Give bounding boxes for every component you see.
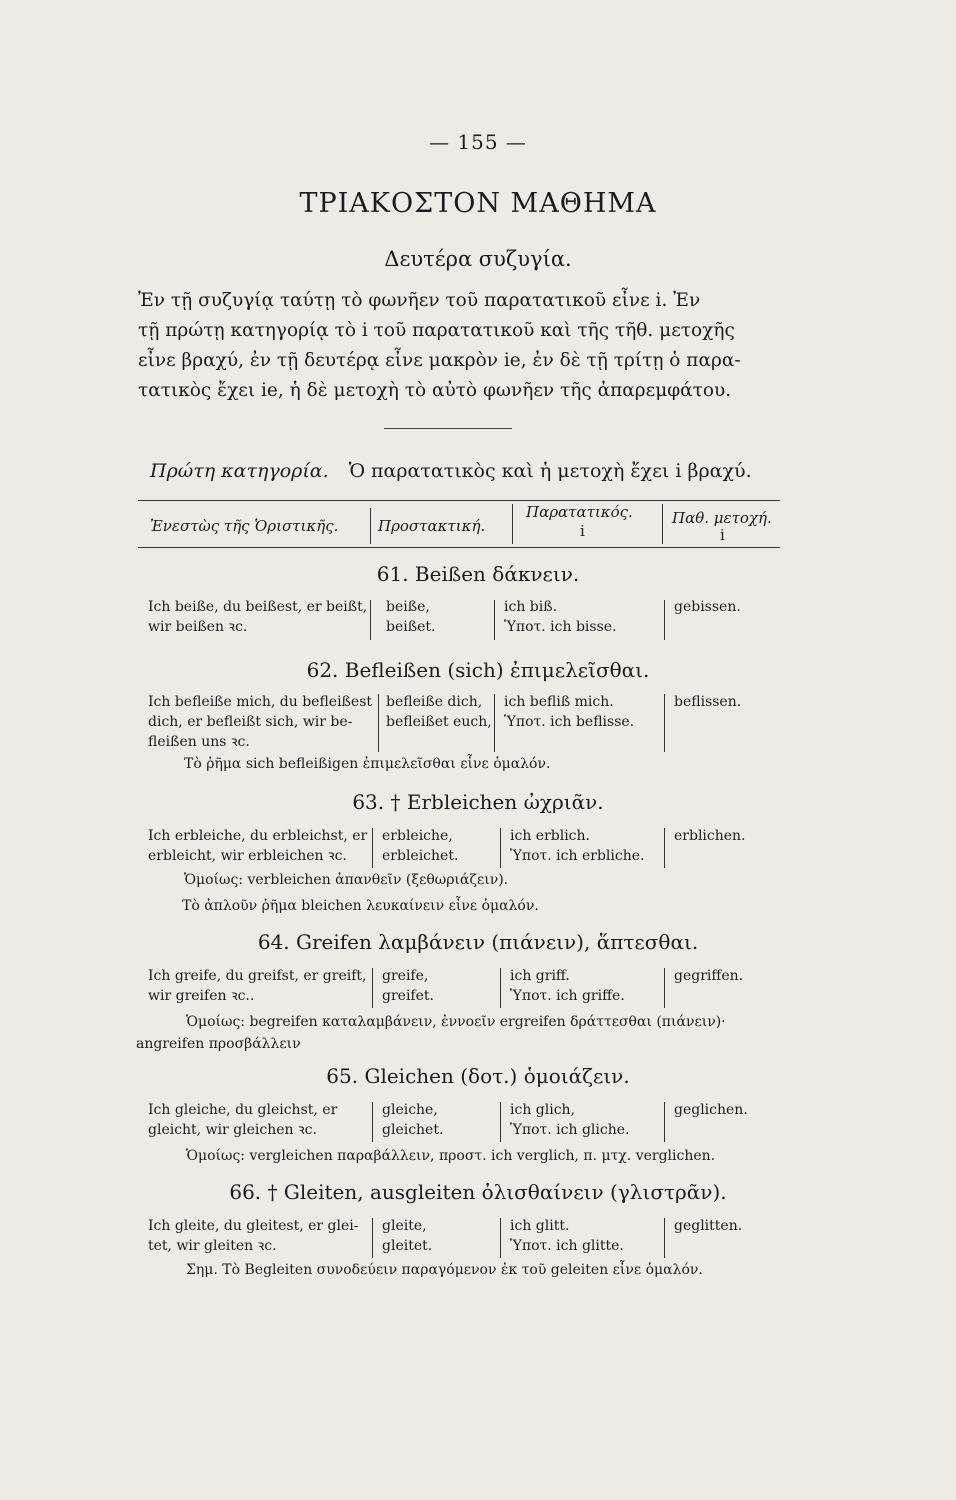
imperfect-forms — [510, 966, 625, 1006]
column-divider — [378, 694, 379, 752]
present-line: Ich greife, du greifst, er greift, — [148, 968, 367, 984]
category-text: Ὁ παρατατικὸς καὶ ἡ μετοχὴ ἔχει i βραχύ. — [348, 460, 752, 482]
participle-forms — [674, 1100, 748, 1120]
imperative-line: gleite, — [382, 1218, 427, 1234]
imperative-line: befleiße dich, — [386, 694, 483, 710]
table-header-top-rule — [138, 500, 780, 501]
imperfect-line: Ὑποτ. ich beflisse. — [504, 714, 635, 730]
verb-note: Ὁμοίως: begreifen καταλαμβάνειν, ἐννοεῖν ergreifen δράττεσθαι (πιάνειν)· — [186, 1014, 726, 1030]
participle-line: geglichen. — [674, 1102, 748, 1118]
present-forms — [148, 597, 367, 637]
present-forms — [148, 692, 372, 752]
present-line: dich, er befleißt sich, wir be- — [148, 714, 353, 730]
present-line: Ich beiße, du beißest, er beißt, — [148, 599, 368, 615]
present-forms — [148, 1100, 337, 1140]
imperfect-line: Ὑποτ. ich griffe. — [510, 988, 625, 1004]
present-line: gleicht, wir gleichen ꝛc. — [148, 1122, 317, 1138]
imperfect-line: ich biß. — [504, 599, 558, 615]
imperfect-line: ich glich, — [510, 1102, 576, 1118]
imperative-line: greifet. — [382, 988, 434, 1004]
participle-line: erblichen. — [674, 828, 746, 844]
participle-forms — [674, 692, 741, 712]
verb-heading: 63. † Erbleichen ὠχριᾶν. — [352, 790, 604, 814]
verb-note: Σημ. Τὸ Begleiten συνοδεύειν παραγόμενον ἐκ τοῦ geleiten εἶνε ὁμαλόν. — [186, 1262, 703, 1278]
header-participle: Παθ. μετοχή. — [672, 509, 772, 527]
present-line: wir greifen ꝛc.. — [148, 988, 255, 1004]
participle-forms — [674, 597, 741, 617]
imperfect-forms — [510, 826, 644, 866]
column-divider — [664, 968, 665, 1008]
verb-heading: 65. Gleichen (δοτ.) ὁμοιάζειν. — [326, 1064, 630, 1088]
verb-note: Ὁμοίως: vergleichen παραβάλλειν, προστ. ich verglich, π. μτχ. verglichen. — [186, 1148, 716, 1164]
imperfect-line: ich griff. — [510, 968, 570, 984]
column-divider — [372, 828, 373, 868]
column-divider — [500, 968, 501, 1008]
header-participle-vowel: i — [720, 526, 725, 544]
imperative-forms — [382, 1100, 443, 1140]
imperative-line: gleiche, — [382, 1102, 438, 1118]
imperative-line: gleichet. — [382, 1122, 444, 1138]
column-divider — [664, 1102, 665, 1142]
header-imperative: Προστακτική. — [378, 517, 486, 535]
present-line: wir beißen ꝛc. — [148, 619, 248, 635]
imperative-line: beiße, — [386, 599, 430, 615]
category-line — [150, 460, 752, 482]
imperfect-forms — [504, 597, 617, 637]
imperfect-line: Ὑποτ. ich glitte. — [510, 1238, 624, 1254]
imperfect-line: Ὑποτ. ich bisse. — [504, 619, 617, 635]
imperative-line: greife, — [382, 968, 429, 984]
present-line: Ich gleiche, du gleichst, er — [148, 1102, 338, 1118]
imperative-line: beißet. — [386, 619, 436, 635]
column-divider — [500, 828, 501, 868]
column-divider — [370, 600, 371, 640]
table-header-bottom-rule — [138, 547, 780, 548]
verb-note: angreifen προσβάλλειν — [136, 1036, 301, 1052]
verb-heading: 61. Beißen δάκνειν. — [376, 562, 580, 586]
intro-line: Ἐν τῇ συζυγίᾳ ταύτῃ τὸ φωνῆεν τοῦ παρατατικοῦ εἶνε i. Ἐν — [138, 290, 701, 311]
column-divider — [662, 504, 663, 544]
verb-heading: 62. Befleißen (sich) ἐπιμελεῖσθαι. — [306, 658, 650, 682]
present-forms — [148, 1216, 358, 1256]
column-divider — [664, 828, 665, 868]
participle-forms — [674, 826, 746, 846]
imperative-line: erbleichet. — [382, 848, 459, 864]
present-line: Ich befleiße mich, du befleißest — [148, 694, 373, 710]
present-line: Ich gleite, du gleitest, er glei- — [148, 1218, 359, 1234]
column-divider — [494, 600, 495, 640]
verb-note: Τὸ ἁπλοῦν ῥῆμα bleichen λευκαίνειν εἶνε ὁμαλόν. — [182, 898, 539, 914]
verb-heading: 64. Greifen λαμβάνειν (πιάνειν), ἅπτεσθαι. — [257, 930, 699, 954]
imperative-forms — [386, 597, 435, 637]
lesson-subtitle: Δευτέρα συζυγία. — [384, 247, 572, 271]
column-divider — [664, 600, 665, 640]
column-divider — [664, 694, 665, 752]
intro-line: τῇ πρώτῃ κατηγορίᾳ τὸ i τοῦ παρατατικοῦ καὶ τῆς τῆθ. μετοχῆς — [138, 320, 735, 341]
header-present: Ἐνεστὼς τῆς Ὁριστικῆς. — [150, 517, 339, 535]
present-forms — [148, 966, 366, 1006]
column-divider — [500, 1102, 501, 1142]
present-line: Ich erbleiche, du erbleichst, er — [148, 828, 368, 844]
verb-note: Τὸ ῥῆμα sich befleißigen ἐπιμελεῖσθαι εἶνε ὁμαλόν. — [184, 756, 551, 772]
section-divider — [384, 428, 512, 429]
participle-line: geglitten. — [674, 1218, 743, 1234]
imperfect-forms — [510, 1100, 629, 1140]
header-imperfect-vowel: i — [580, 522, 585, 540]
intro-line: τατικὸς ἔχει ie, ἡ δὲ μετοχὴ τὸ αὐτὸ φωνῆεν τῆς ἀπαρεμφάτου. — [138, 380, 732, 401]
participle-line: gebissen. — [674, 599, 741, 615]
participle-forms — [674, 966, 743, 986]
category-label: Πρώτη κατηγορία. — [150, 460, 329, 482]
imperative-line: erbleiche, — [382, 828, 453, 844]
present-line: erbleicht, wir erbleichen ꝛc. — [148, 848, 347, 864]
column-divider — [372, 968, 373, 1008]
column-divider — [372, 1102, 373, 1142]
header-imperfect: Παρατατικός. — [526, 503, 633, 521]
present-line: fleißen uns ꝛc. — [148, 734, 250, 750]
imperative-forms — [382, 826, 458, 866]
participle-line: gegriffen. — [674, 968, 744, 984]
imperative-forms — [386, 692, 492, 732]
participle-forms — [674, 1216, 742, 1236]
imperative-line: gleitet. — [382, 1238, 433, 1254]
imperfect-line: Ὑποτ. ich erbliche. — [510, 848, 645, 864]
imperative-forms — [382, 1216, 432, 1256]
verb-heading: 66. † Gleiten, ausgleiten ὀλισθαίνειν (γλιστρᾶν). — [229, 1180, 727, 1204]
present-line: tet, wir gleiten ꝛc. — [148, 1238, 277, 1254]
imperfect-forms — [504, 692, 634, 732]
imperative-line: befleißet euch, — [386, 714, 492, 730]
present-forms — [148, 826, 367, 866]
column-divider — [512, 504, 513, 544]
imperfect-line: Ὑποτ. ich gliche. — [510, 1122, 630, 1138]
imperfect-line: ich befliß mich. — [504, 694, 614, 710]
column-divider — [372, 1218, 373, 1258]
column-divider — [664, 1218, 665, 1258]
imperfect-line: ich glitt. — [510, 1218, 570, 1234]
imperfect-forms — [510, 1216, 624, 1256]
participle-line: beflissen. — [674, 694, 742, 710]
lesson-title: ΤΡΙΑΚΟΣΤΟΝ ΜΑΘΗΜΑ — [299, 188, 657, 219]
column-divider — [370, 508, 371, 544]
column-divider — [500, 1218, 501, 1258]
imperfect-line: ich erblich. — [510, 828, 590, 844]
page-number: — 155 — — [429, 130, 527, 154]
verb-note: Ὁμοίως: verbleichen ἀπανθεῖν (ξεθωριάζειν). — [184, 872, 509, 888]
intro-line: εἶνε βραχύ, ἐν τῇ δευτέρᾳ εἶνε μακρὸν ie, ἐν δὲ τῇ τρίτῃ ὁ παρα- — [138, 350, 741, 371]
imperative-forms — [382, 966, 434, 1006]
column-divider — [494, 694, 495, 752]
